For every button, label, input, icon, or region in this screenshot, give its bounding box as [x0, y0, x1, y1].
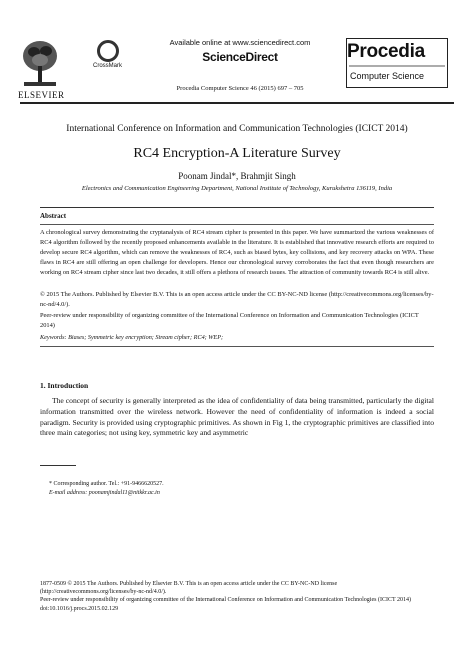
author-list: Poonam Jindal*, Brahmjit Singh: [178, 171, 296, 181]
corresponding-author-footnote: * Corresponding author. Tel.: +91-9466620527.: [49, 481, 164, 487]
introduction-body: The concept of security is generally interpreted as the idea of confidentiality of data being transmitted, particularly the digital information transmitted over the wireless network. However the need of confidentiality of information is indeed a social paradigm. Security is provided using cryptographic primitives. As shown in Fig 1, the cryptographic primitives are classified into three main categories; not using key, symmetric key and asymmetric: [40, 396, 434, 438]
abstract-top-rule: [40, 207, 434, 208]
publisher-name: ELSEVIER: [18, 90, 65, 100]
abstract-heading: Abstract: [40, 212, 67, 220]
crossmark-icon[interactable]: [97, 40, 119, 62]
sciencedirect-logo-text: ScienceDirect: [202, 50, 278, 64]
crossmark-label: CrossMark: [93, 63, 123, 69]
bottom-publication-info: [40, 580, 450, 613]
abstract-body: A chronological survey demonstrating the cryptanalysis of RC4 stream cipher is presented in this paper. We have summarized the various weaknesses of RC4 algorithm followed by the recently proposed enhancements available in the literature. It is established that innovative research efforts are required to develop secure RC4 algorithm, which can remove the weaknesses of RC4, such as biased bytes, key collisions, and key recovery attacks on WPA. These flaws in RC4 are still offering an open challenge for developers. Hence our chronological survey corroborates the fact that even though researchers are working on RC4 stream cipher since last two decades, it still offers a plethora of research issues. The attraction of community towards RC4 is still alive.: [40, 229, 434, 276]
keywords: Keywords: Biases; Symmetric key encryption; Stream cipher; RC4; WEP;: [40, 334, 224, 341]
license-url-line[interactable]: (http://creativecommons.org/licenses/by-nc-nd/4.0/).: [40, 589, 167, 596]
header-divider: [20, 102, 454, 104]
procedia-journal-subtitle: Computer Science: [350, 71, 425, 81]
peer-review-line: Peer-review under responsibility of organizing committee of the International Conference on Information and Communication Technologies (ICICT 2014): [40, 597, 412, 604]
doi-line[interactable]: doi:10.1016/j.procs.2015.02.129: [40, 605, 119, 612]
available-online-text: Available online at www.sciencedirect.com: [169, 38, 311, 47]
copyright-notice: © 2015 The Authors. Published by Elsevier B.V. This is an open access article under the CC BY-NC-ND license (http://creativecommons.org/licenses/by-nc-nd/4.0/).: [40, 291, 434, 308]
conference-name: International Conference on Information and Communication Technologies (ICICT 2014): [66, 124, 408, 134]
elsevier-tree-logo: [20, 38, 60, 90]
abstract-bottom-rule: [40, 346, 434, 347]
journal-reference: Procedia Computer Science 46 (2015) 697 – 705: [176, 85, 304, 92]
paper-title: RC4 Encryption-A Literature Survey: [133, 146, 341, 161]
peer-review-notice: Peer-review under responsibility of organizing committee of the International Conference on Information and Communication Technologies (ICICT 2014): [40, 312, 419, 329]
author-email-footnote: E-mail address: poonamjindal11@nitkkr.ac.in: [49, 490, 160, 496]
section-heading-introduction: 1. Introduction: [40, 381, 89, 390]
author-affiliation: Electronics and Communication Engineering Department, National Institute of Technology, Kurukshetra 136119, India: [81, 185, 393, 192]
issn-license-line: 1877-0509 © 2015 The Authors. Published by Elsevier B.V. This is an open access article under the CC BY-NC-ND license: [40, 581, 338, 587]
footnote-rule: [40, 465, 76, 466]
procedia-journal-name: Procedia: [347, 41, 425, 62]
abstract-heading-rule: [40, 224, 434, 225]
